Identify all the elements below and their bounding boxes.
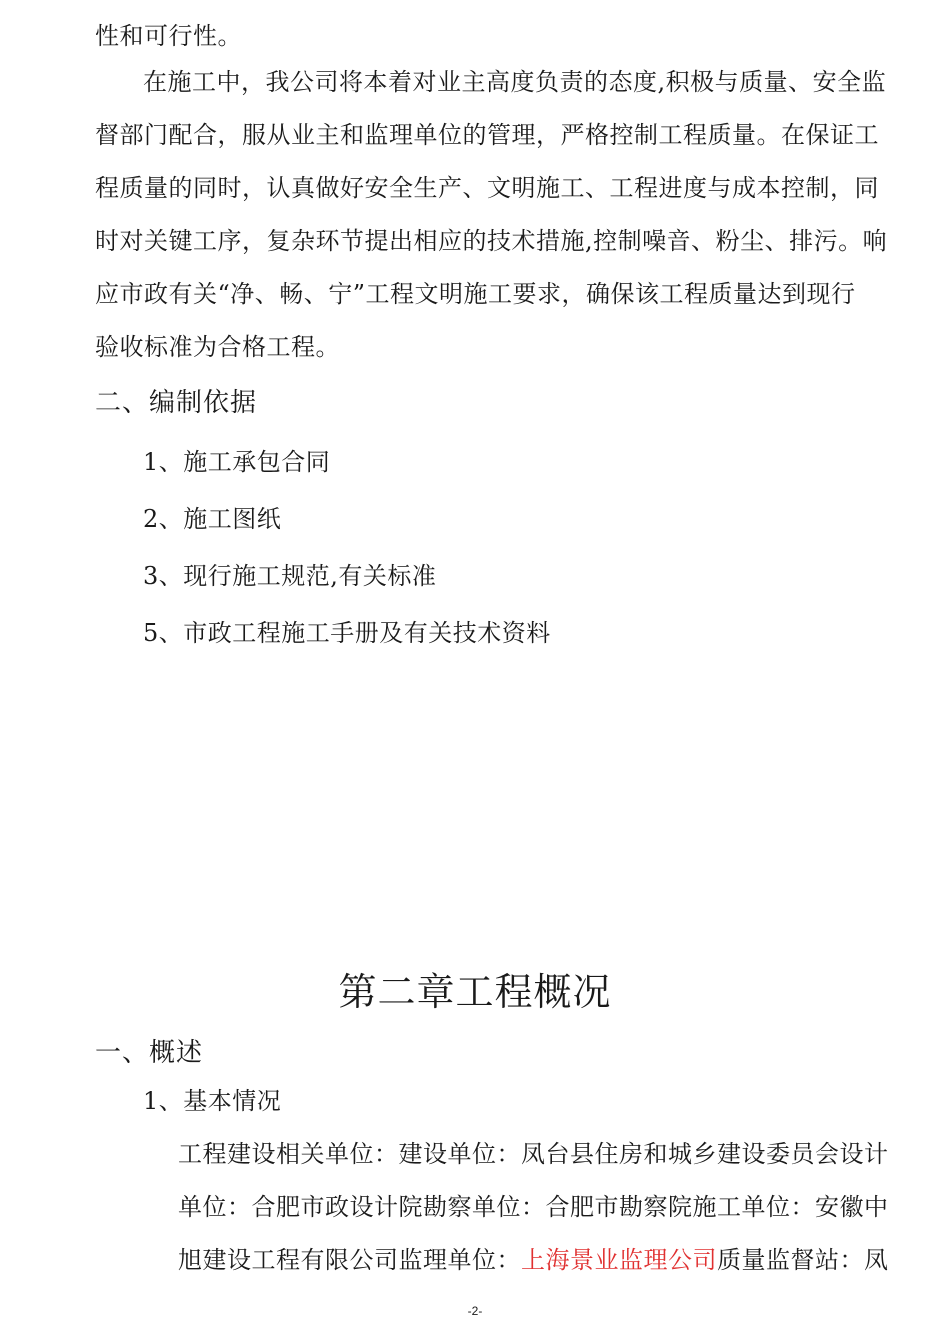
paragraph-line: 督部门配合，服从业主和监理单位的管理，严格控制工程质量。在保证工	[95, 121, 879, 149]
list-item: 2、施工图纸	[143, 505, 282, 533]
list-item: 5、市政工程施工手册及有关技术资料	[143, 619, 551, 647]
chapter-title: 第二章工程概况	[338, 970, 612, 1014]
list-item: 1、施工承包合同	[143, 448, 331, 476]
highlighted-company-name: 上海景业监理公司	[521, 1246, 717, 1274]
paragraph-line: 应市政有关“净、畅、宁”工程文明施工要求，确保该工程质量达到现行	[95, 280, 856, 308]
paragraph-continuation: 性和可行性。	[95, 22, 242, 50]
paragraph-line: 时对关键工序，复杂环节提出相应的技术措施,控制噪音、粉尘、排污。响	[95, 227, 888, 255]
line-suffix: 质量监督站：凤	[717, 1246, 889, 1274]
section-heading: 一、概述	[95, 1038, 204, 1068]
section-heading: 二、编制依据	[95, 388, 258, 418]
paragraph-line: 验收标准为合格工程。	[95, 333, 340, 361]
page-number: -2-	[467, 1304, 483, 1318]
subsection-heading: 1、基本情况	[143, 1087, 282, 1115]
paragraph-line: 在施工中，我公司将本着对业主高度负责的态度,积极与质量、安全监	[143, 68, 887, 96]
list-item: 3、现行施工规范,有关标准	[143, 562, 437, 590]
paragraph-line	[178, 1245, 889, 1275]
paragraph-line: 单位：合肥市政设计院勘察单位：合肥市勘察院施工单位：安徽中	[178, 1193, 889, 1221]
paragraph-line: 工程建设相关单位：建设单位：凤台县住房和城乡建设委员会设计	[178, 1140, 889, 1168]
paragraph-line: 程质量的同时，认真做好安全生产、文明施工、工程进度与成本控制，同	[95, 174, 879, 202]
line-prefix: 旭建设工程有限公司监理单位：	[178, 1246, 521, 1274]
